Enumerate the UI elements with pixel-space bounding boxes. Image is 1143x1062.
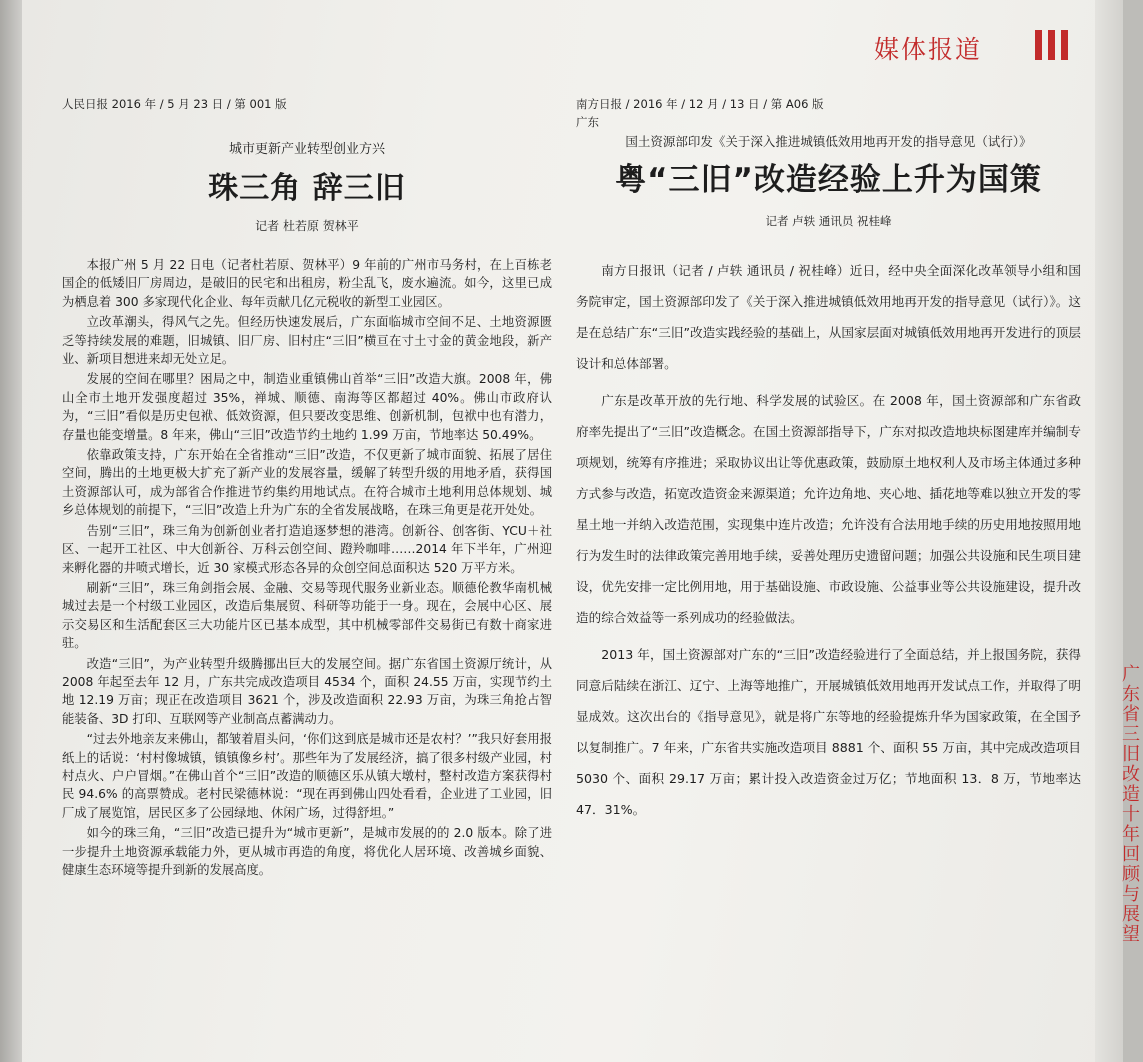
right-headline: 粤“三旧”改造经验上升为国策 (615, 162, 1042, 198)
left-kicker: 城市更新产业转型创业方兴 (228, 142, 385, 157)
left-source: 人民日报 2016 年 / 5 月 23 日 / 第 001 版 (62, 97, 287, 111)
side-vertical-text: 广东省三旧改造十年回顾与展望 (1122, 664, 1140, 945)
left-byline: 记者 杜若原 贺林平 (255, 219, 359, 233)
right-kicker: 国土资源部印发《关于深入推进城镇低效用地再开发的指导意见（试行）》 (625, 134, 1032, 149)
left-paragraph: 发展的空间在哪里？困局之中，制造业重镇佛山首举“三旧”改造大旗。2008 年，佛山全市土地开发强度超过 35%，禅城、顺德、南海等区都超过 40%。佛山市政府认为，“三旧”看似是历史包袱、低效资源，但只要改变思维、创新机制，包袱中也有潜力，存量也能变增量。8 年来，佛山“三旧”改造节约土地约 1.99 万亩，节地率达 50.49%。 (62, 372, 552, 442)
left-paragraph: 依靠政策支持，广东开始在全省推动“三旧”改造，不仅更新了城市面貌、拓展了居住空间，腾出的土地更极大扩充了新产业的发展容量，缓解了转型升级的用地矛盾，获得国土资源部认可，成为部省合作推进节约集约用地试点。在符合城市土地利用总体规划、城乡总体规划的前提下，“三旧”改造上升为广东的全省发展战略，在珠三角更是花开处处。 (62, 448, 552, 518)
left-paragraph: “过去外地亲友来佛山，都皱着眉头问，‘你们这到底是城市还是农村？’”我只好套用报纸上的话说：‘村村像城镇，镇镇像乡村’。那些年为了发展经济，搞了很多村级产业园，村村点火、户户冒烟。”在佛山首个“三旧”改造的顺德区乐从镇大墩村，整村改造方案获得村民 94.6% 的高票赞成。老村民梁德林说：“现在再到佛山四处看看，企业进了工业园，旧厂成了展览馆，居民区多了公园绿地、休闲广场，过得舒坦。” (62, 732, 552, 820)
left-paragraph: 刷新“三旧”，珠三角剑指会展、金融、交易等现代服务业新业态。顺德伦教华南机械城过去是一个村级工业园区，改造后集展贸、科研等功能于一身。现在，会展中心区、展示交易区和生活配套区三大功能片区已基本成型，其中机械零部件交易街已有数十商家进驻。 (62, 580, 552, 651)
left-paragraph: 立改革潮头，得风气之先。但经历快速发展后，广东面临城市空间不足、土地资源匮乏等持续发展的难题，旧城镇、旧厂房、旧村庄“三旧”横亘在寸土寸金的黄金地段，新产业、新项目想进来却无处立足。 (62, 315, 552, 367)
masthead-title: 媒体报道 (874, 35, 983, 64)
left-paragraph: 告别“三旧”，珠三角为创新创业者打造追逐梦想的港湾。创新谷、创客街、YCU＋社区、一起开工社区、中大创新谷、万科云创空间、蹬羚咖啡……2014 年下半年，广州迎来孵化器的井喷式增长，近 30 家模式形态各异的众创空间总面积达 520 万平方米。 (62, 523, 552, 575)
right-paragraph: 南方日报讯（记者 / 卢轶 通讯员 / 祝桂峰）近日，经中央全面深化改革领导小组和国务院审定，国土资源部印发了《关于深入推进城镇低效用地再开发的指导意见（试行）》。这是在总结广东“三旧”改造实践经验的基础上，从国家层面对城镇低效用地再开发进行的顶层设计和总体部署。 (576, 263, 1081, 371)
right-section: 广东 (576, 115, 599, 129)
right-body (576, 255, 1081, 825)
right-article (576, 96, 1081, 831)
right-source: 南方日报 / 2016 年 / 12 月 / 13 日 / 第 A06 版 (576, 97, 824, 111)
left-body (62, 256, 552, 879)
right-paragraph: 2013 年，国土资源部对广东的“三旧”改造经验进行了全面总结，并上报国务院，获得同意后陆续在浙江、辽宁、上海等地推广，开展城镇低效用地再开发试点工作，并取得了明显成效。这次出台的《指导意见》，就是将广东等地的经验提炼升华为国家政策，在全国予以复制推广。7 年来，广东省共实施改造项目 8881 个、面积 55 万亩，其中完成改造项目 5030 个、面积 29.17 万亩；累计投入改造资金过万亿；节地面积 13．8 万，节地率达 47．31%。 (576, 647, 1081, 817)
book-spine (0, 0, 22, 1062)
left-paragraph: 如今的珠三角，“三旧”改造已提升为“城市更新”，是城市发展的的 2.0 版本。除了进一步提升土地资源承载能力外，更从城市再造的角度，将优化人居环境、改善城乡面貌、健康生态环境等提升到新的发展高度。 (62, 826, 552, 877)
right-byline: 记者 卢轶 通讯员 祝桂峰 (765, 214, 892, 228)
left-headline: 珠三角 辞三旧 (208, 171, 406, 206)
right-paragraph: 广东是改革开放的先行地、科学发展的试验区。在 2008 年，国土资源部和广东省政府率先提出了“三旧”改造概念。在国土资源部指导下，广东对拟改造地块标图建库并编制专项规划，统筹有序推进；采取协议出让等优惠政策，鼓励原土地权利人及市场主体通过多种方式参与改造，拓宽改造资金来源渠道；允许边角地、夹心地、插花地等难以独立开发的零星土地一并纳入改造范围，实现集中连片改造；允许没有合法用地手续的历史用地按照用地行为发生时的法律政策完善用地手续，妥善处理历史遗留问题；加强公共设施和民生项目建设，优先安排一定比例用地，用于基础设施、市政设施、公益事业等公共设施建设，提升改造的综合效益等一系列成功的经验做法。 (576, 393, 1081, 625)
left-paragraph: 改造“三旧”，为产业转型升级腾挪出巨大的发展空间。据广东省国土资源厅统计，从 2008 年起至去年 12 月，广东共完成改造项目 4534 个，面积 24.55 万亩，实现节约土地 12.19 万亩；现正在改造项目 3621 个，涉及改造面积 22.93 万亩，为珠三角抢占智能装备、3D 打印、互联网等产业制高点蓄满动力。 (62, 656, 552, 726)
left-article (62, 96, 552, 881)
left-paragraph: 本报广州 5 月 22 日电（记者杜若原、贺林平）9 年前的广州市马务村，在上百栋老国企的低矮旧厂房周边，是破旧的民宅和出租房，粉尘乱飞，废水遍流。如今，这里已成为栖息着 300 多家现代化企业、每年贡献几亿元税收的新型工业园区。 (62, 258, 552, 309)
masthead-bars-icon (1035, 30, 1069, 60)
